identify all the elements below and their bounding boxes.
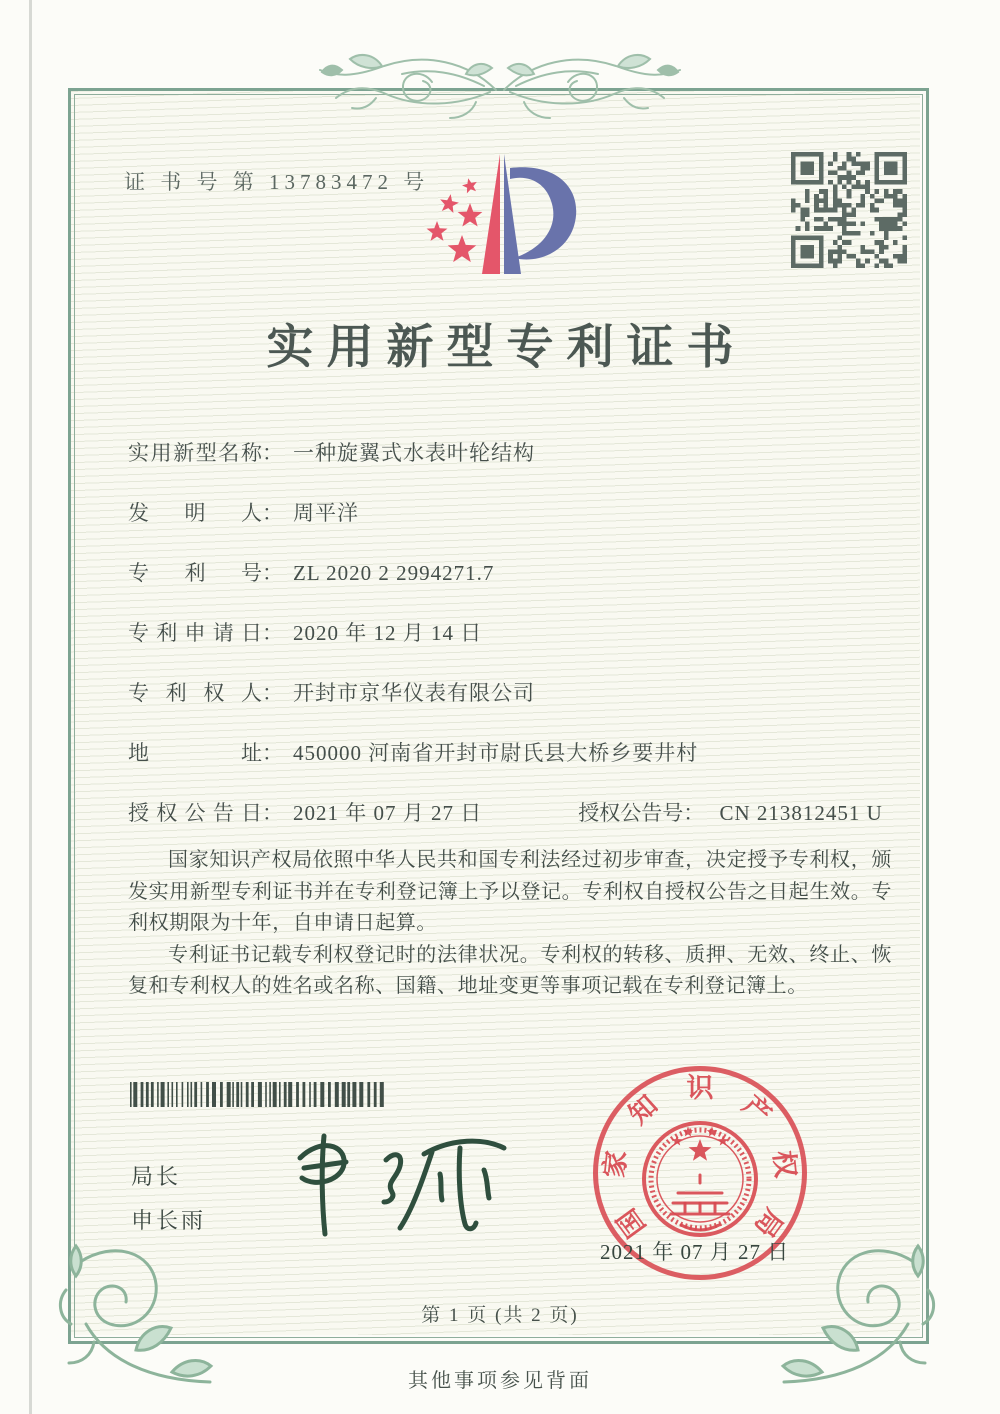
field-row-address (128, 740, 898, 767)
field-list (128, 440, 898, 827)
field-value: 一种旋翼式水表叶轮结构 (293, 441, 535, 465)
field-value: 450000 河南省开封市尉氏县大桥乡要井村 (293, 741, 699, 765)
field-row-name (128, 440, 898, 467)
seal-char: 家 (599, 1149, 632, 1180)
seal-char: 产 (736, 1089, 777, 1131)
commissioner-title: 局长 (131, 1164, 182, 1189)
seal-char: 局 (748, 1203, 789, 1243)
page-number: 第 1 页 (共 2 页) (421, 1305, 579, 1326)
field-value: ZL 2020 2 2994271.7 (293, 561, 495, 585)
seal-char: 识 (686, 1073, 714, 1103)
field-label: 专利号 (128, 561, 262, 585)
seal-char: 权 (768, 1149, 801, 1180)
field-colon: ： (262, 681, 283, 705)
back-side-note: 其他事项参见背面 (408, 1370, 592, 1392)
field-label: 授权公告号 (578, 801, 684, 825)
field-row-inventor (128, 500, 898, 527)
field-label: 专利申请日 (128, 621, 262, 645)
field-label: 实用新型名称 (128, 441, 262, 465)
seal-date: 2021 年 07 月 27 日 (600, 1240, 790, 1264)
commissioner-name: 申长雨 (131, 1208, 207, 1233)
legal-paragraph-2: 专利证书记载专利权登记时的法律状况。专利权的转移、质押、无效、终止、恢复和专利权人的姓名或名称、国籍、地址变更等事项记载在专利登记簿上。 (128, 943, 892, 997)
field-label: 专利权人 (128, 681, 262, 705)
barcode-icon (130, 1082, 392, 1107)
field-colon: ： (262, 741, 283, 765)
field-colon: ： (262, 621, 283, 645)
field-colon: ： (262, 501, 283, 525)
field-value: 周平洋 (293, 501, 359, 525)
seal-char: 知 (623, 1089, 664, 1131)
field-colon: ： (262, 441, 283, 465)
field-label: 发明人 (128, 501, 262, 525)
certificate-title: 实用新型专利证书 (266, 322, 747, 374)
cnipa-logo-icon (420, 148, 600, 290)
national-emblem-icon (639, 1113, 761, 1245)
seal-char: 国 (611, 1203, 652, 1243)
grant-date-value: 2021 年 07 月 27 日 (293, 801, 483, 825)
field-colon: ： (262, 561, 283, 585)
legal-text (128, 845, 892, 1003)
handwritten-signature-icon (262, 1118, 522, 1250)
field-row-filing-date (128, 620, 898, 647)
field-row-grant (128, 800, 898, 827)
certificate-number: 证 书 号 第 13783472 号 (124, 170, 430, 194)
field-row-patentee (128, 680, 898, 707)
field-value: 2020 年 12 月 14 日 (293, 621, 483, 645)
field-colon: ： (262, 801, 283, 825)
legal-paragraph-1: 国家知识产权局依照中华人民共和国专利法经过初步审查，决定授予专利权，颁发实用新型专利证书并在专利登记簿上予以登记。专利权自授权公告之日起生效。专利权期限为十年，自申请日起算。 (128, 849, 892, 934)
grant-no-value: CN 213812451 U (719, 801, 883, 825)
grant-no-pair (578, 800, 883, 827)
field-label: 授权公告日 (128, 801, 262, 825)
field-row-patent-no (128, 560, 898, 587)
field-colon: ： (683, 801, 705, 825)
field-value: 开封市京华仪表有限公司 (293, 681, 535, 705)
field-label: 地址 (128, 741, 262, 765)
qr-code-icon (791, 152, 907, 268)
